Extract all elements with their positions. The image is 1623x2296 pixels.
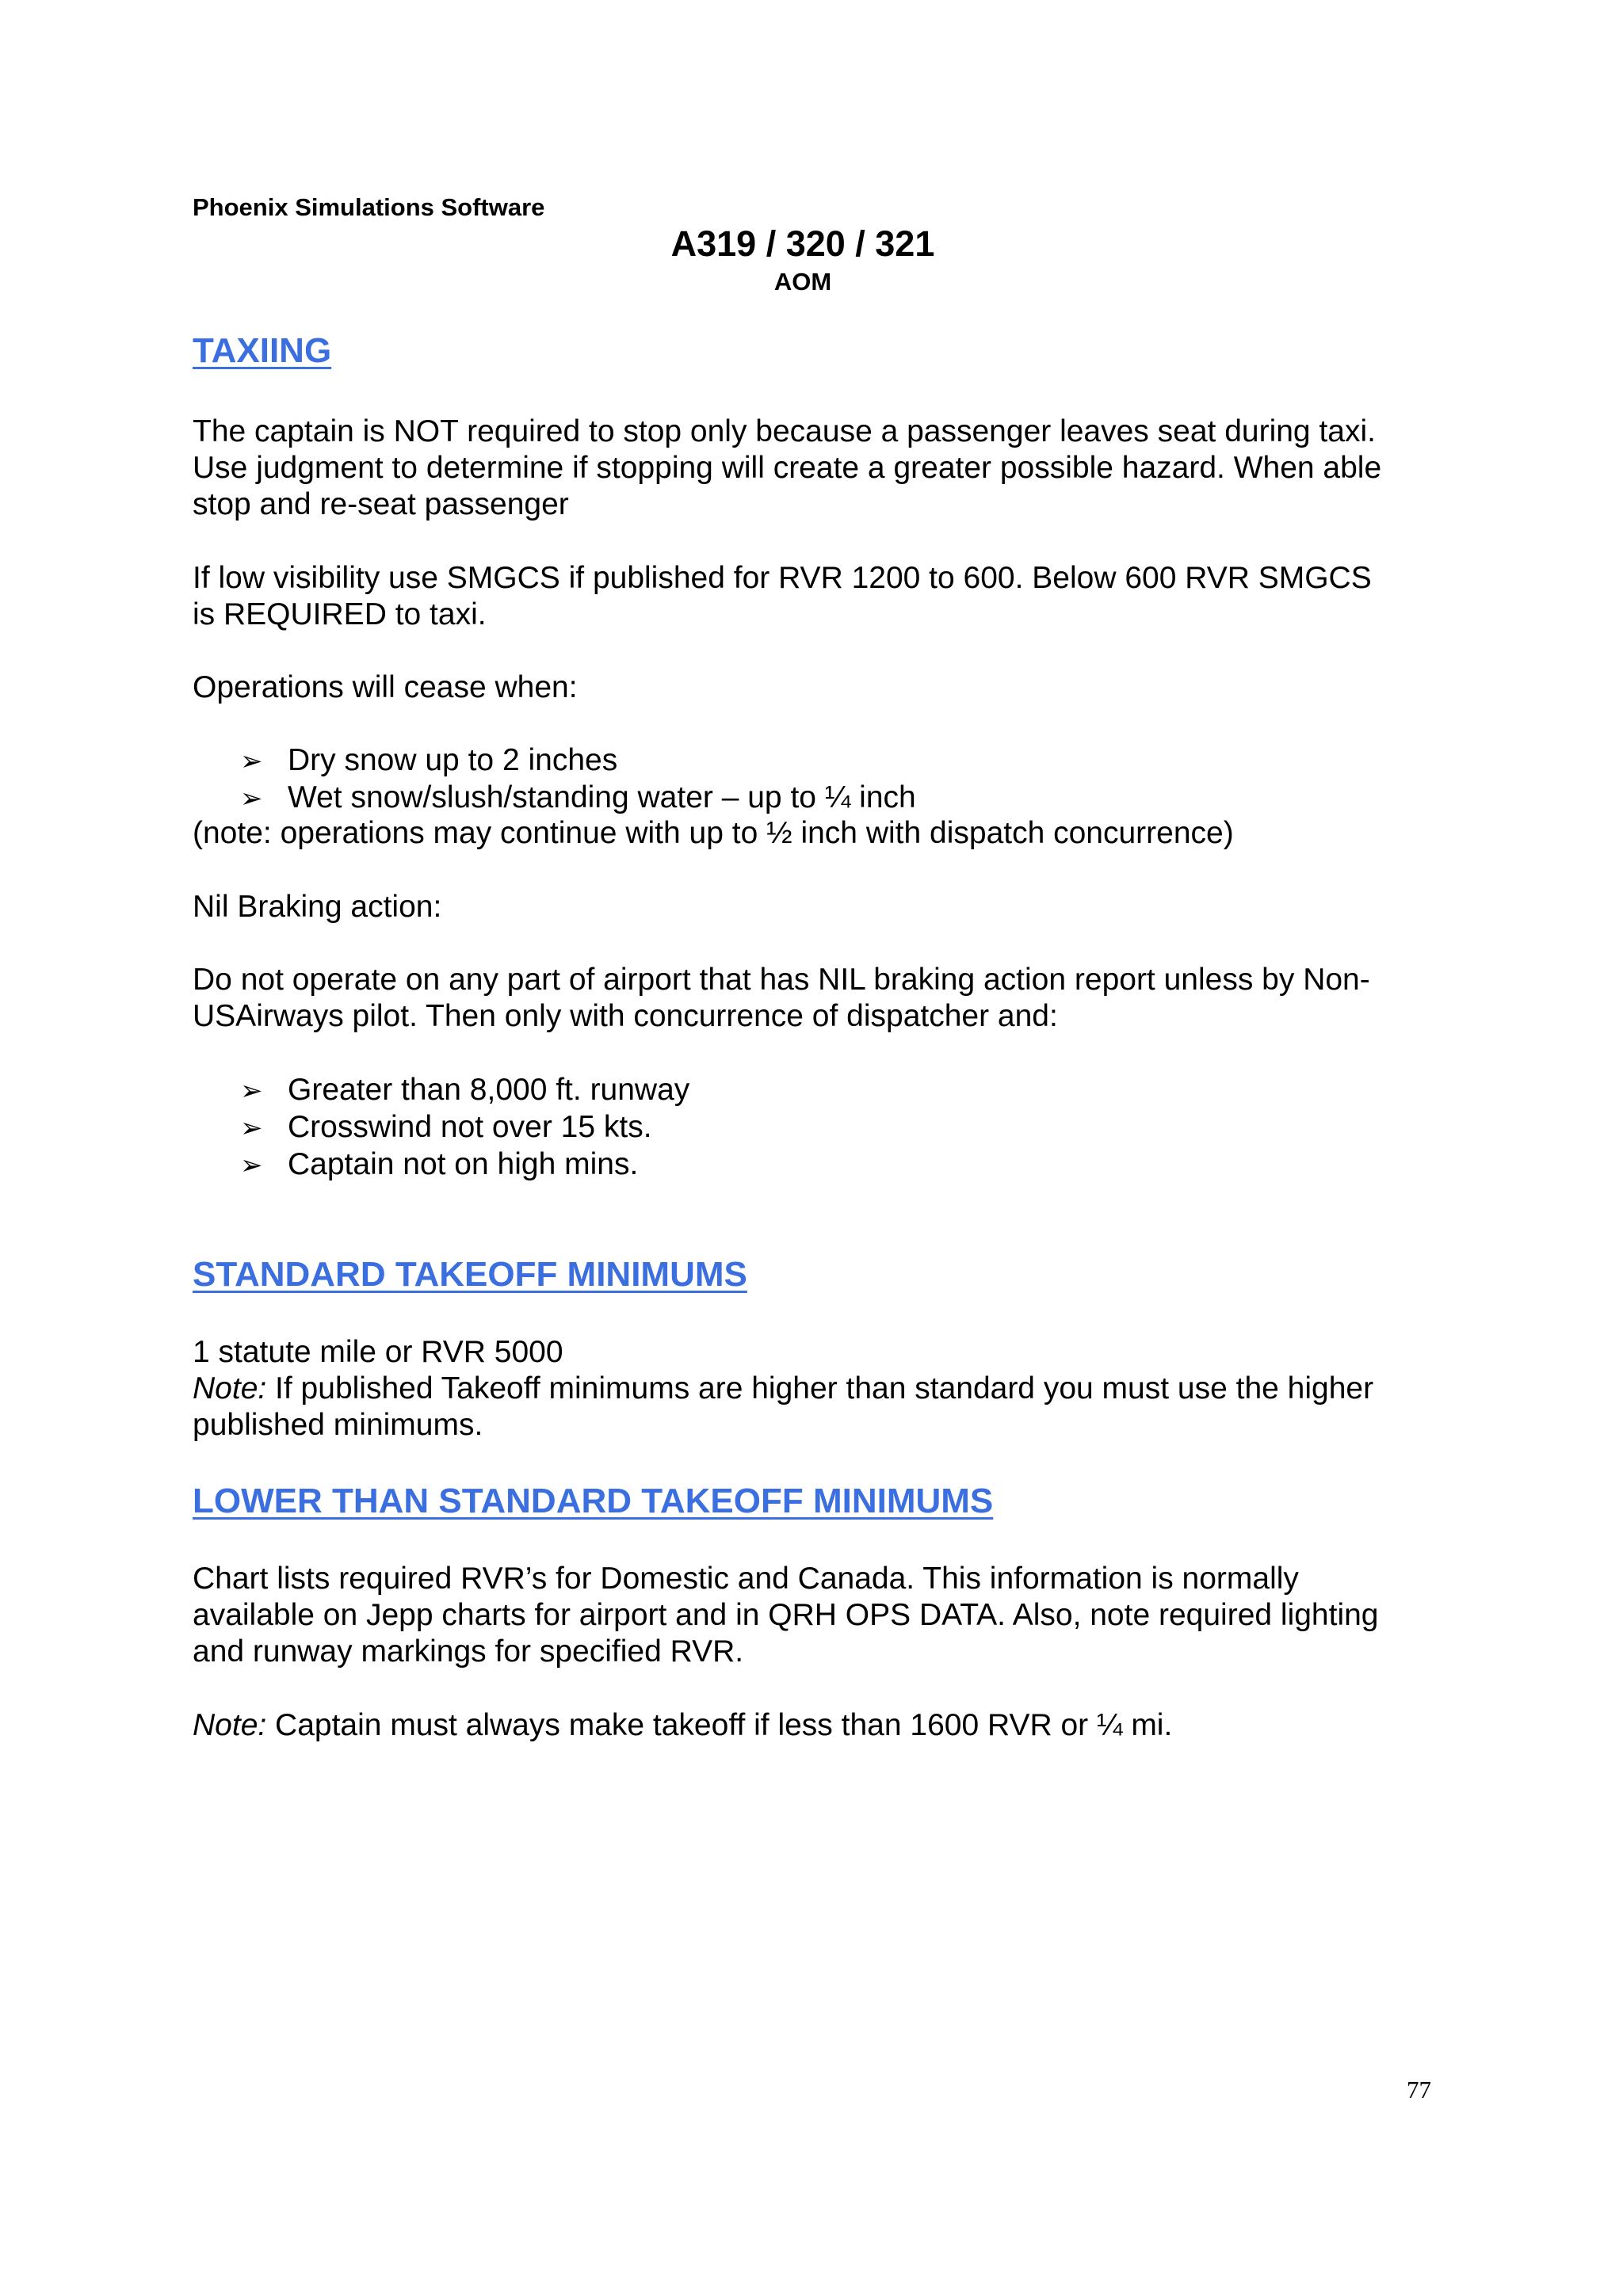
note-label: Note: bbox=[193, 1371, 267, 1405]
text-line: USAirways pilot. Then only with concurrence of dispatcher and: bbox=[193, 999, 1058, 1033]
text-line: Do not operate on any part of airport that has NIL braking action report unless by Non- bbox=[193, 963, 1370, 997]
arrowhead-bullet-icon: ➢ bbox=[240, 1112, 263, 1144]
nil-braking-paragraph bbox=[193, 962, 1370, 1035]
text-line: Use judgment to determine if stopping will create a greater possible hazard. When able bbox=[193, 451, 1382, 485]
list-item bbox=[240, 1146, 689, 1184]
nil-braking-list bbox=[240, 1072, 689, 1184]
arrowhead-bullet-icon: ➢ bbox=[240, 1075, 263, 1107]
text-line: stop and re-seat passenger bbox=[193, 487, 569, 521]
text-line: available on Jepp charts for airport and in QRH OPS DATA. Also, note required lighting bbox=[193, 1598, 1379, 1632]
note-text: Captain must always make takeoff if less than 1600 RVR or ¼ mi. bbox=[266, 1708, 1173, 1742]
list-item bbox=[240, 742, 916, 780]
note-label: Note: bbox=[193, 1708, 267, 1742]
document-subtitle: AOM bbox=[773, 268, 832, 296]
company-name: Phoenix Simulations Software bbox=[193, 193, 545, 221]
text-line: is REQUIRED to taxi. bbox=[193, 597, 487, 631]
list-item-text: Crosswind not over 15 kts. bbox=[288, 1110, 652, 1144]
document-title: A319 / 320 / 321 bbox=[670, 223, 935, 264]
taxiing-paragraph-1 bbox=[193, 414, 1381, 523]
page-number: 77 bbox=[1407, 2076, 1431, 2103]
list-item-text: Dry snow up to 2 inches bbox=[288, 743, 618, 777]
heading-lower-than-standard-takeoff-minimums: LOWER THAN STANDARD TAKEOFF MINIMUMS bbox=[193, 1482, 994, 1520]
ops-cease-note: (note: operations may continue with up to ½ inch with dispatch concurrence) bbox=[193, 816, 1234, 850]
list-item bbox=[240, 1072, 689, 1109]
list-item bbox=[240, 780, 916, 817]
text-line bbox=[193, 1371, 1373, 1407]
text-line: If low visibility use SMGCS if published for RVR 1200 to 600. Below 600 RVR SMGCS bbox=[193, 561, 1372, 595]
text-line: 1 statute mile or RVR 5000 bbox=[193, 1335, 563, 1369]
arrowhead-bullet-icon: ➢ bbox=[240, 746, 263, 777]
heading-standard-takeoff-minimums: STANDARD TAKEOFF MINIMUMS bbox=[193, 1255, 747, 1294]
taxiing-paragraph-2 bbox=[193, 560, 1372, 633]
text-line: Chart lists required RVR’s for Domestic and Canada. This information is normally bbox=[193, 1562, 1299, 1596]
ops-cease-intro: Operations will cease when: bbox=[193, 670, 578, 704]
arrowhead-bullet-icon: ➢ bbox=[240, 1150, 263, 1181]
list-item-text: Wet snow/slush/standing water – up to ¼ inch bbox=[288, 780, 916, 814]
list-item bbox=[240, 1109, 689, 1146]
nil-braking-title: Nil Braking action: bbox=[193, 890, 442, 924]
text-line: published minimums. bbox=[193, 1408, 483, 1442]
lower-takeoff-paragraph bbox=[193, 1561, 1379, 1670]
list-item-text: Captain not on high mins. bbox=[288, 1147, 639, 1181]
text-line: The captain is NOT required to stop only because a passenger leaves seat during taxi. bbox=[193, 414, 1376, 448]
standard-takeoff-paragraph bbox=[193, 1334, 1373, 1444]
ops-cease-list bbox=[240, 742, 916, 817]
text-line: and runway markings for specified RVR. bbox=[193, 1634, 744, 1669]
heading-taxiing: TAXIING bbox=[193, 331, 332, 370]
list-item-text: Greater than 8,000 ft. runway bbox=[288, 1073, 690, 1107]
note-text: If published Takeoff minimums are higher than standard you must use the higher bbox=[266, 1371, 1374, 1405]
lower-takeoff-note bbox=[193, 1707, 1172, 1744]
arrowhead-bullet-icon: ➢ bbox=[240, 783, 263, 814]
